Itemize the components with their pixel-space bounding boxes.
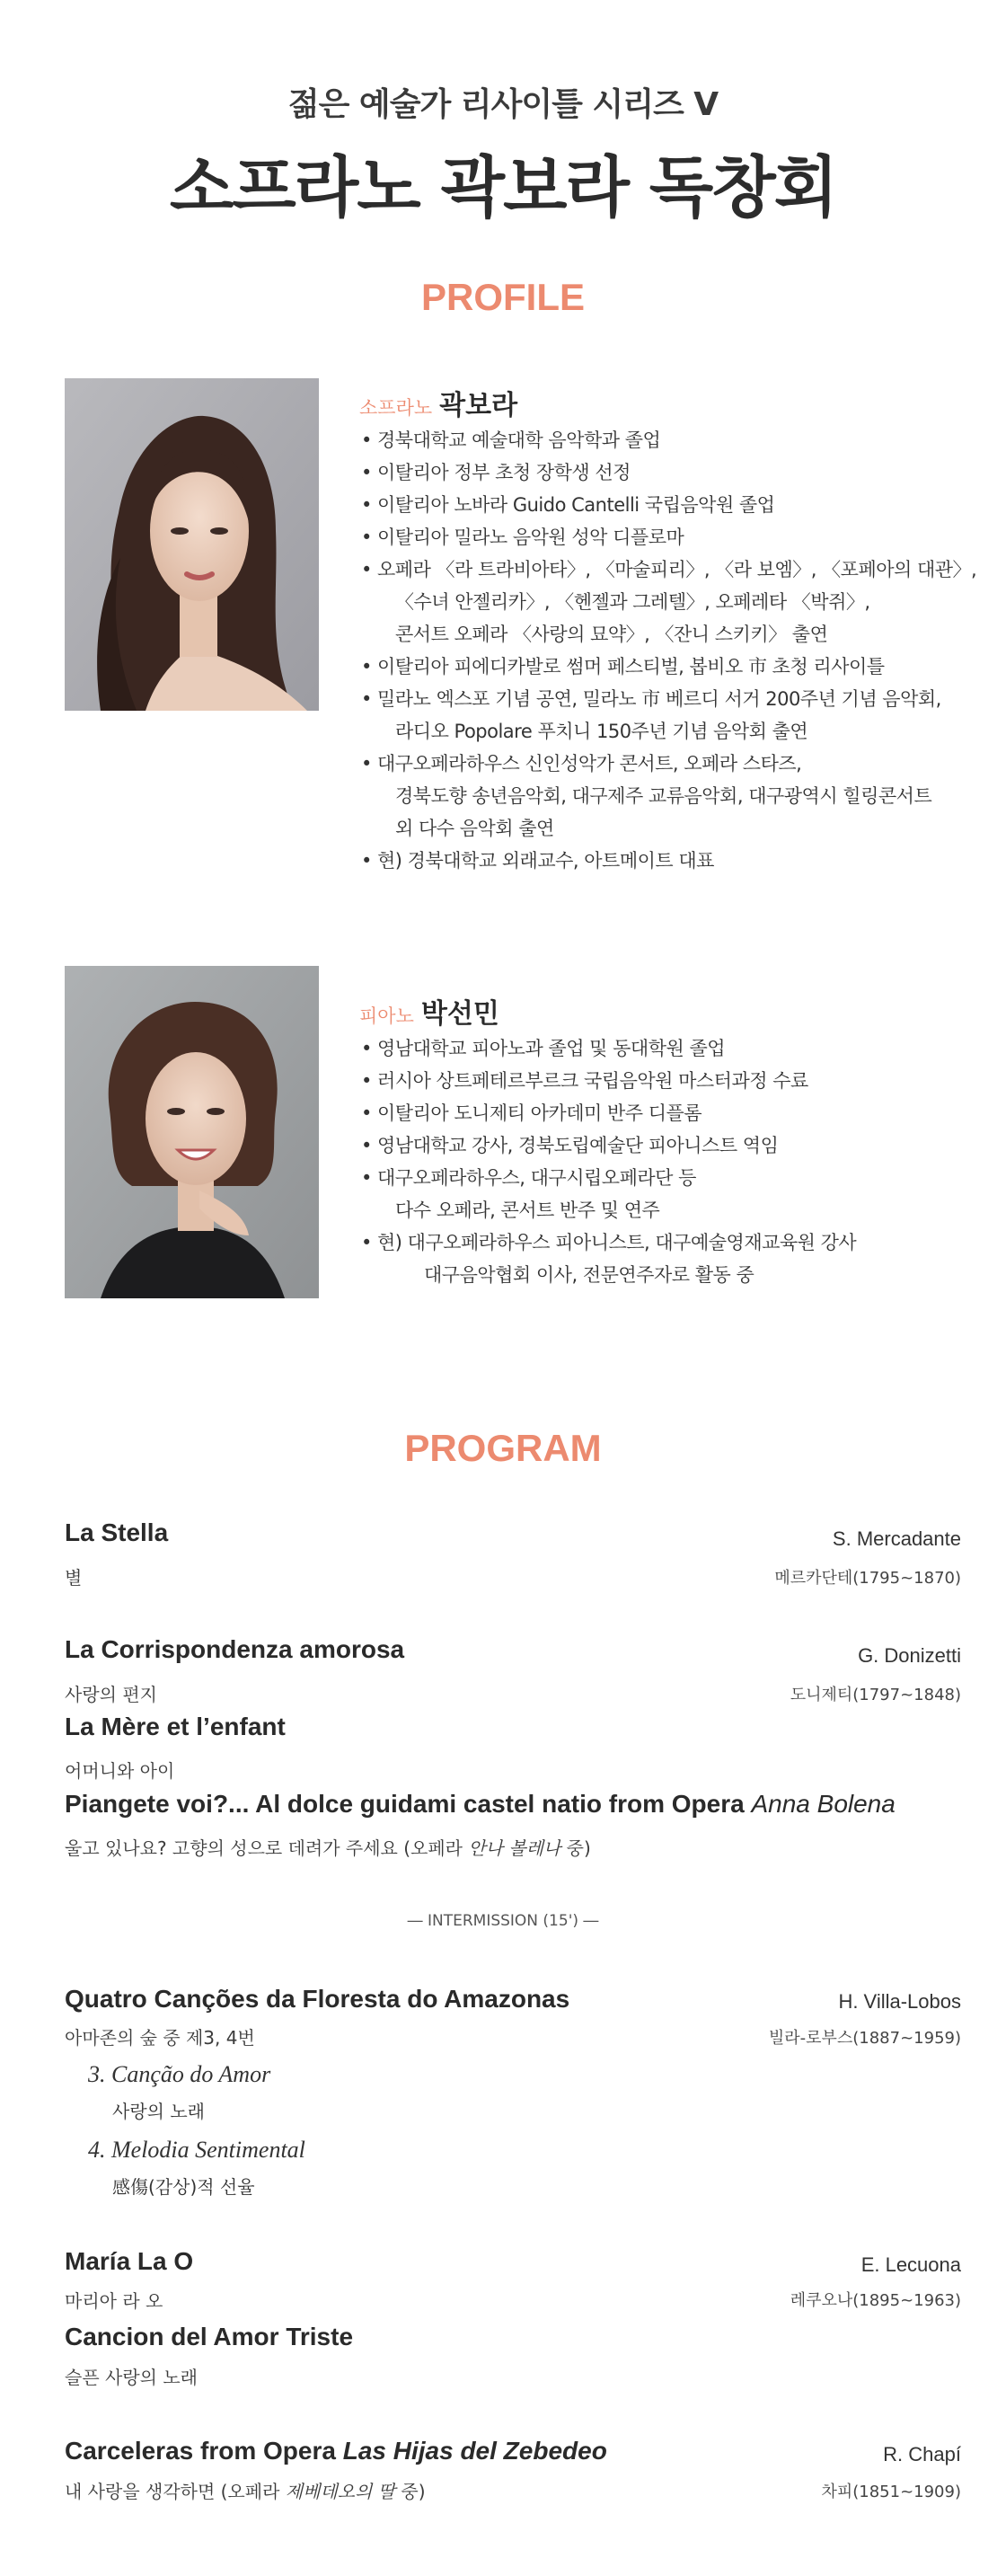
soprano-role: 소프라노 xyxy=(359,397,433,419)
program-title-ko: 어머니와 아이 xyxy=(65,1760,175,1782)
bio-item: • 현) 대구오페라하우스 피아니스트, 대구예술영재교육원 강사 대구음악협회 이사, 전문연주자로 활동 중 xyxy=(361,1226,856,1291)
composer-ko: 빌라-로부스(1887~1959) xyxy=(768,2029,961,2048)
composer-ko: 차피(1851~1909) xyxy=(821,2483,961,2501)
program-title-ko: 울고 있나요? 고향의 성으로 데려가 주세요 (오페라 안나 볼레나 중) xyxy=(65,1837,591,1859)
profile-heading: PROFILE xyxy=(420,276,585,318)
pianist-bio-list xyxy=(361,1032,856,1291)
soprano-name: 곽보라 xyxy=(439,390,518,421)
bio-item: • 대구오페라하우스 신인성악가 콘서트, 오페라 스타즈, 경북도향 송년음악회, 대구제주 교류음악회, 대구광역시 힐링콘서트 외 다수 음악회 출연 xyxy=(361,748,976,845)
composer: E. Lecuona xyxy=(860,2253,961,2276)
program-subtitle-ko: 感傷(감상)적 선율 xyxy=(112,2176,255,2198)
pianist-name: 박선민 xyxy=(420,998,499,1030)
pianist-name-line xyxy=(359,991,499,1031)
program-subtitle: 3. Canção do Amor xyxy=(88,2061,271,2087)
bio-item: • 영남대학교 강사, 경북도립예술단 피아니스트 역임 xyxy=(361,1129,856,1162)
pianist-photo xyxy=(65,966,319,1298)
composer: S. Mercadante xyxy=(832,1527,961,1550)
pianist-role: 피아노 xyxy=(359,1005,414,1027)
program-title: Carceleras from Opera Las Hijas del Zebedeo xyxy=(65,2437,607,2465)
program-title-ko: 별 xyxy=(65,1567,83,1589)
bio-item: • 이탈리아 노바라 Guido Cantelli 국립음악원 졸업 xyxy=(361,489,976,521)
bio-item: • 밀라노 엑스포 기념 공연, 밀라노 市 베르디 서거 200주년 기념 음악회, 라디오 Popolare 푸치니 150주년 기념 음악회 출연 xyxy=(361,683,976,748)
composer: H. Villa-Lobos xyxy=(838,1990,961,2013)
bio-item: • 경북대학교 예술대학 음악학과 졸업 xyxy=(361,424,976,456)
program-title: La Mère et l’enfant xyxy=(65,1713,286,1740)
composer-ko: 레쿠오나(1895~1963) xyxy=(790,2291,961,2310)
series-subtitle: 젊은 예술가 리사이틀 시리즈 V xyxy=(287,86,719,123)
composer-ko: 메르카단테(1795~1870) xyxy=(774,1569,961,1588)
program-subtitle-ko: 사랑의 노래 xyxy=(112,2101,205,2122)
recital-title: 소프라노 곽보라 독창회 xyxy=(169,149,837,226)
program-title: María La O xyxy=(65,2247,194,2275)
program-title: Quatro Canções da Floresta do Amazonas xyxy=(65,1985,570,2013)
soprano-bio-list xyxy=(361,424,976,877)
program-title: Piangete voi?... Al dolce guidami castel natio from Opera Anna Bolena xyxy=(65,1790,896,1818)
bio-item: • 이탈리아 밀라노 음악원 성악 디플로마 xyxy=(361,521,976,553)
intermission: ― INTERMISSION (15') ― xyxy=(407,1912,599,1930)
program-title: La Stella xyxy=(65,1518,169,1546)
program-title-ko: 내 사랑을 생각하면 (오페라 제베데오의 딸 중) xyxy=(65,2481,426,2502)
program-title-ko: 마리아 라 오 xyxy=(65,2290,163,2312)
bio-item: • 이탈리아 도니제티 아카데미 반주 디플롬 xyxy=(361,1097,856,1129)
composer: R. Chapí xyxy=(883,2443,961,2465)
bio-item: • 대구오페라하우스, 대구시립오페라단 등 다수 오페라, 콘서트 반주 및 연주 xyxy=(361,1162,856,1226)
bio-item: • 러시아 상트페테르부르크 국립음악원 마스터과정 수료 xyxy=(361,1065,856,1097)
program-title-ko: 슬픈 사랑의 노래 xyxy=(65,2367,198,2388)
program-heading: PROGRAM xyxy=(404,1427,602,1469)
bio-item: • 이탈리아 피에디카발로 썸머 페스티벌, 봅비오 市 초청 리사이틀 xyxy=(361,651,976,683)
soprano-name-line xyxy=(359,383,517,422)
composer-ko: 도니제티(1797~1848) xyxy=(790,1686,961,1704)
bio-item: • 영남대학교 피아노과 졸업 및 동대학원 졸업 xyxy=(361,1032,856,1065)
soprano-photo xyxy=(65,378,319,711)
bio-item: • 현) 경북대학교 외래교수, 아트메이트 대표 xyxy=(361,845,976,877)
program-title-ko: 아마존의 숲 중 제3, 4번 xyxy=(65,2027,255,2049)
program-title: La Corrispondenza amorosa xyxy=(65,1635,405,1663)
bio-item: • 오페라 〈라 트라비아타〉, 〈마술피리〉, 〈라 보엠〉, 〈포페아의 대관〉, 〈수녀 안젤리카〉, 〈헨젤과 그레텔〉, 오페레타 〈박쥐〉, 콘서트 오페라 〈사랑의 묘약〉, 〈잔니 스키키〉 출연 xyxy=(361,553,976,651)
composer: G. Donizetti xyxy=(858,1644,961,1667)
bio-item: • 이탈리아 정부 초청 장학생 선정 xyxy=(361,456,976,489)
program-subtitle: 4. Melodia Sentimental xyxy=(88,2137,305,2163)
program-title-ko: 사랑의 편지 xyxy=(65,1684,157,1705)
program-title: Cancion del Amor Triste xyxy=(65,2323,354,2350)
